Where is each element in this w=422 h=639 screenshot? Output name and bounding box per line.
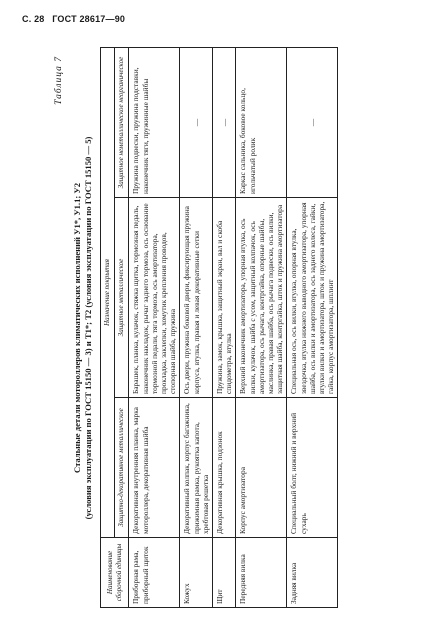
table-caption: [72, 66, 94, 590]
cell-protect-nonmetal: —: [287, 48, 338, 198]
rotated-table-block: [52, 48, 392, 608]
table-subheader-row: [115, 48, 129, 608]
caption-line-2: (условия эксплуатации по ГОСТ 15150 — 3) и Т1*; Т2 (условия эксплуатации по ГОСТ 15150 — 5): [83, 136, 93, 520]
table-row: [236, 48, 287, 608]
col-header-unit: Наименование сборочной единицы: [101, 538, 129, 608]
cell-protect-metal: Барашек, планка, кулачок, стяжка щитка, тормозная педаль, наконечник накладок, рычаг заднего тормоза, ось основание тормозной педали, тяга тормоза, ось амортизатора, прокладка, заклепки, хомутик крепления проводов, стопорная шайба, пружина: [129, 198, 180, 398]
table-header-row: [101, 48, 115, 608]
table-row: [129, 48, 180, 608]
cell-decor: Специальный болт, нижний и верхний сухарь: [287, 398, 338, 538]
cell-unit: Кожух: [180, 538, 213, 608]
table-row: [287, 48, 338, 608]
coatings-table: [100, 47, 338, 608]
cell-protect-metal: Специальная ось, ось вилки, втулка, опорная втулка, звездочка, втулка нижнего выводного амортизатора, упорная шайба, ось вилки и амортизатора, ось заднего колеса, гайки, втулки вилки и амортизатора, шток и пружина амортизатора, гайка, корпус амортизатора, шплинт: [287, 198, 338, 398]
cell-decor: Декоративная внутренняя планка, марка мотороллера, декоративная шайба: [129, 398, 180, 538]
cell-decor: Декоративная крышка, подзонок: [213, 398, 236, 538]
page-header: [22, 14, 130, 24]
cell-protect-nonmetal: Пружина подвески, пружина подставки, наконечник тяги, пружинные шайбы: [129, 48, 180, 198]
cell-decor: Декоративный колпак, корпус багажника, прижимная рамка, рукоятка капота, хребтовая решетка: [180, 398, 213, 538]
cell-unit: Приборная рама, приборный щиток: [129, 538, 180, 608]
table-row: [180, 48, 213, 608]
page-number: С. 28: [22, 14, 45, 24]
cell-protect-nonmetal: Каркас сальника, боковое кольцо, игольчатый ролик: [236, 48, 287, 198]
table-number: Таблица 7: [54, 56, 64, 105]
cell-unit: Щит: [213, 538, 236, 608]
col-header-group: Назначение покрытия: [101, 48, 115, 538]
cell-protect-nonmetal: —: [213, 48, 236, 198]
cell-unit: Передняя вилка: [236, 538, 287, 608]
col-header-decor: Защитно-декоративное металлическое: [115, 398, 129, 538]
cell-protect-metal: Ось двери, пружина боковой двери, фиксирующая пружина корпуса, втулка, правая и левая декоративные сетки: [180, 198, 213, 398]
caption-line-1: Стальные детали мотороллеров климатических исполнений У1*, У1.1; У2: [72, 183, 82, 474]
table-row: [213, 48, 236, 608]
col-header-protect-nonmetal: Защитное неметаллическое неорганическое: [115, 48, 129, 198]
col-header-protect-metal: Защитное металлическое: [115, 198, 129, 398]
cell-unit: Задняя вилка: [287, 538, 338, 608]
cell-protect-metal: Пружина, замок, крышка, защитный экран, вал и скоба спидометра, втулка: [213, 198, 236, 398]
cell-protect-nonmetal: —: [180, 48, 213, 198]
cell-protect-metal: Верхний наконечник амортизатора, упорная втулка, ось вилки, кулачок, шайба с усом, защитный колпачок, ось амортизатора, ось рычага, контргайка, опорные шайбы, маслинка, правая шайба, ось рычага подвески, ось вилки, защитная шайба, контргайка, шток и пружина амортизатора: [236, 198, 287, 398]
standard-number: ГОСТ 28617—90: [52, 14, 126, 24]
cell-decor: Корпус амортизатора: [236, 398, 287, 538]
